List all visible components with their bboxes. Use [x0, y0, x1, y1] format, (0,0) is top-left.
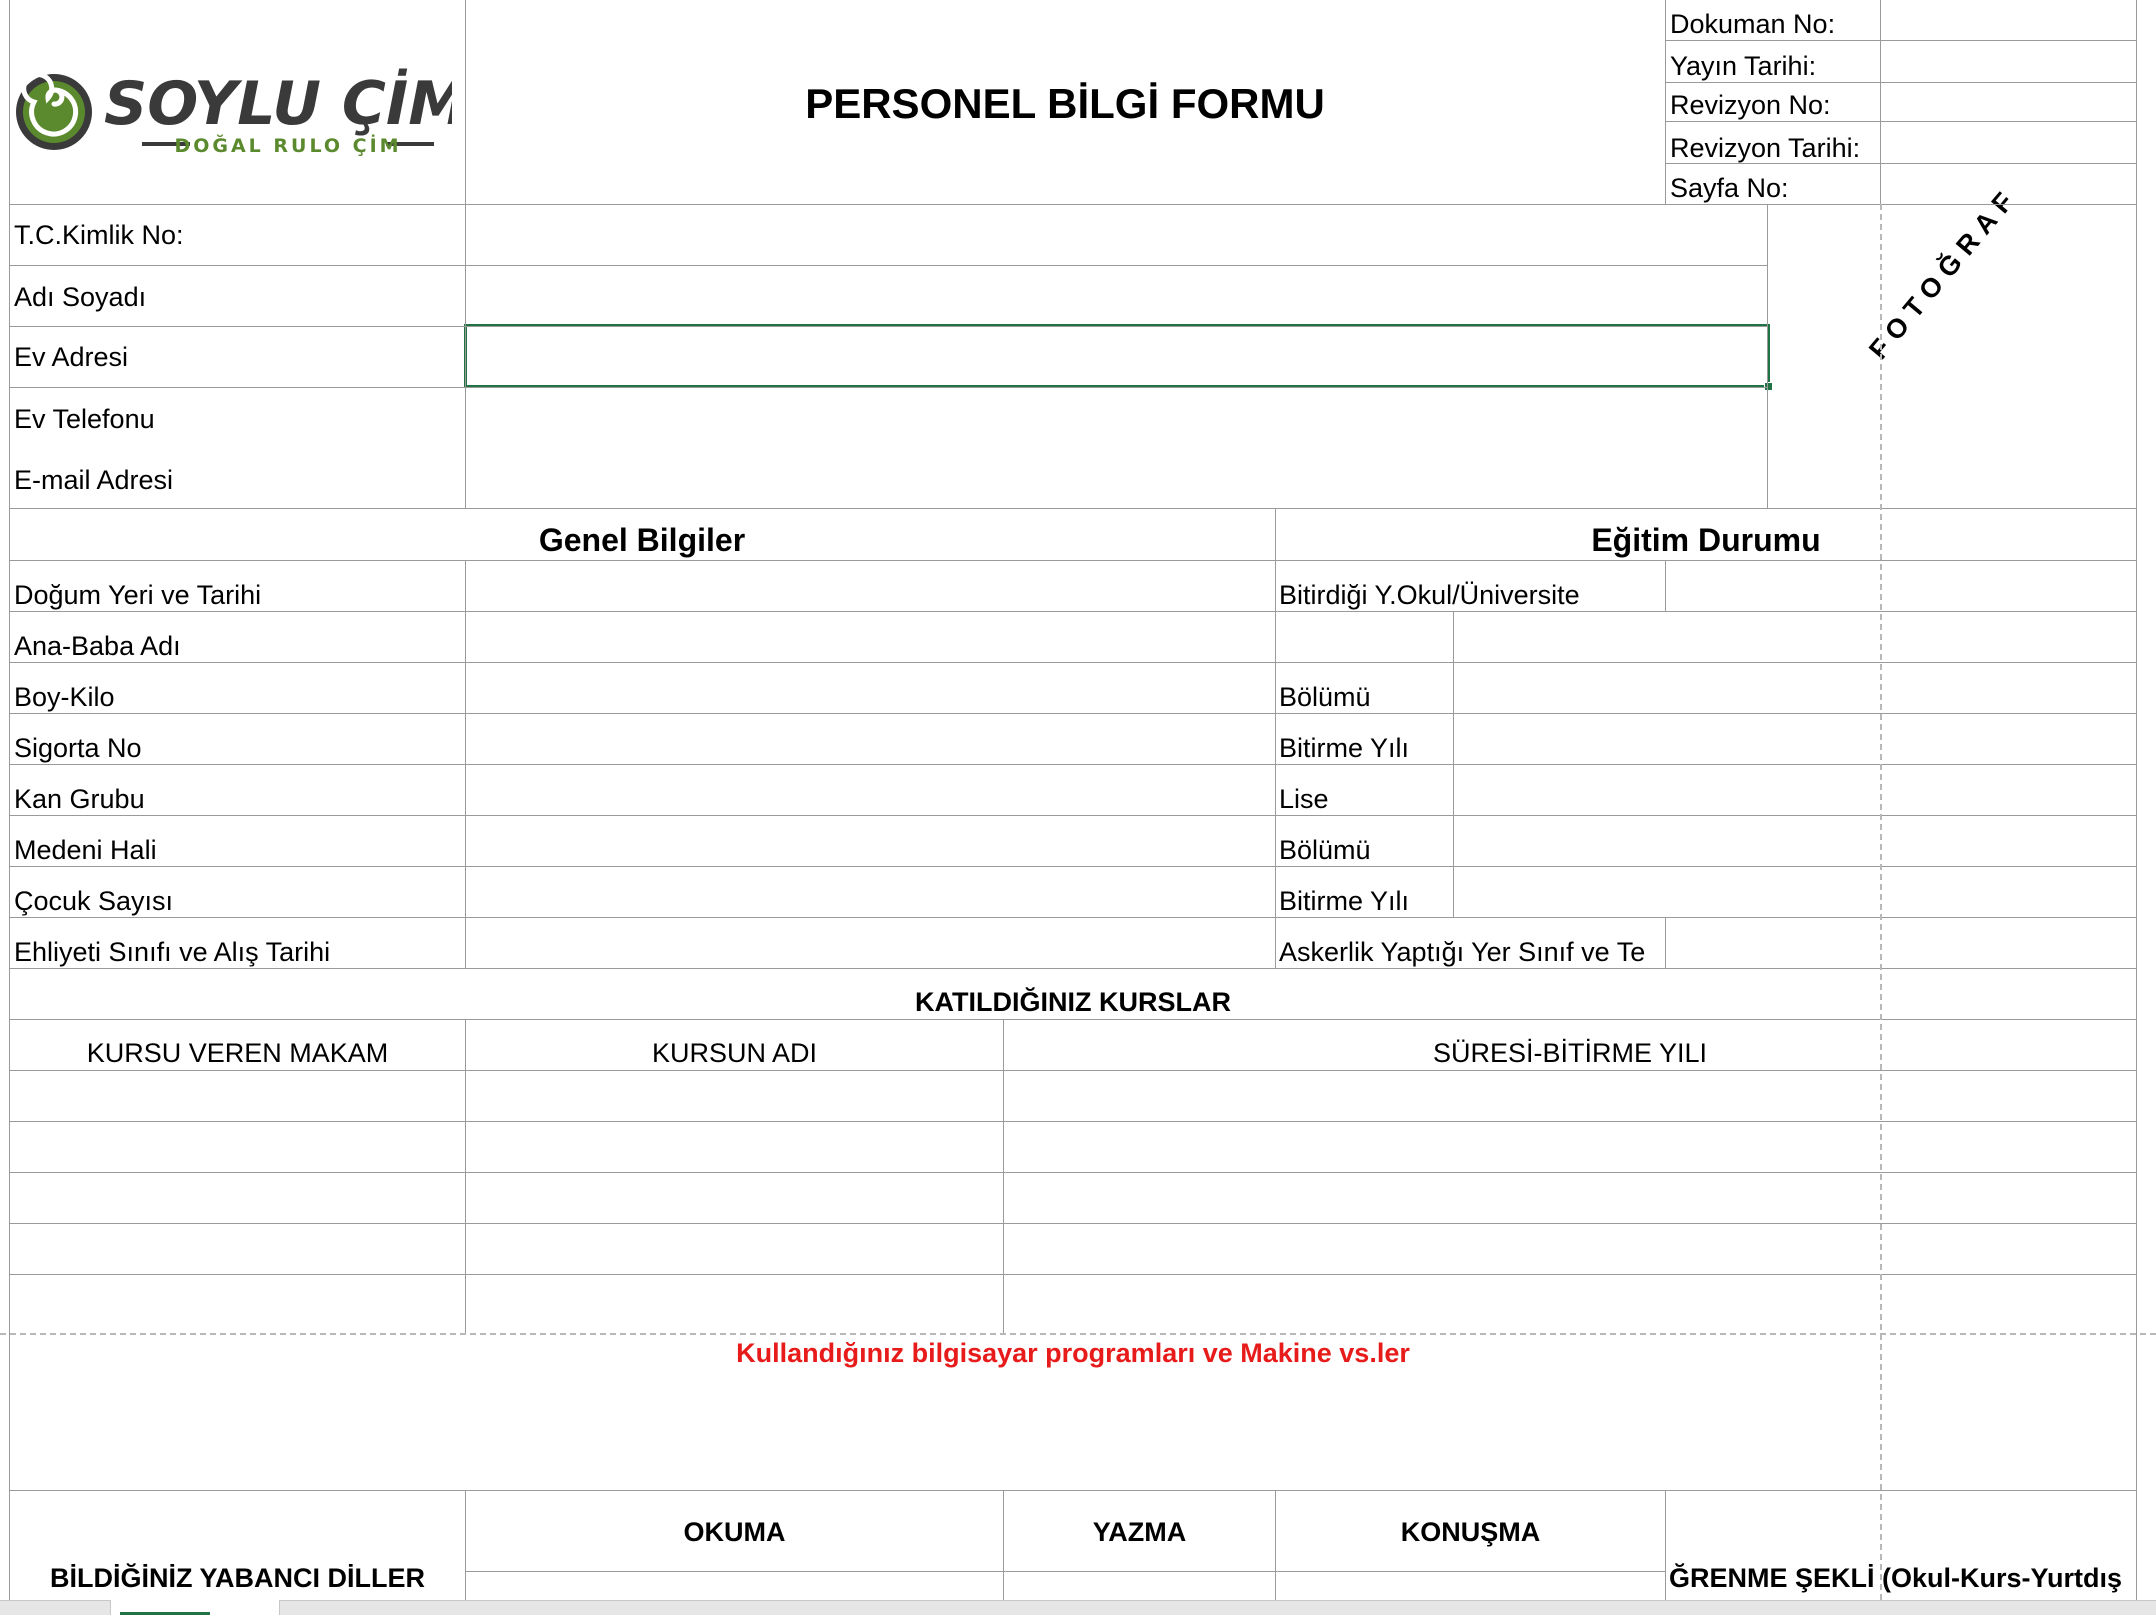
- cell-border: [1665, 82, 2136, 83]
- sheet-tab-bar: [0, 1600, 2156, 1615]
- cell-border: [9, 508, 2136, 509]
- email-label: E-mail Adresi: [14, 465, 174, 495]
- software-header: Kullandığınız bilgisayar programları ve Makine vs.ler: [736, 1338, 1410, 1368]
- doc-no-label: Dokuman No:: [1670, 9, 1836, 39]
- cell-border: [465, 204, 466, 508]
- tc-label: T.C.Kimlik No:: [14, 220, 184, 250]
- cell-border: [9, 387, 1767, 388]
- cell-border: [9, 866, 2136, 867]
- writing-header: YAZMA: [1092, 1517, 1187, 1547]
- cell-border: [9, 1223, 2136, 1224]
- page-break-line: [1880, 204, 1882, 1600]
- cell-border: [465, 0, 466, 204]
- cell-border: [9, 917, 2136, 918]
- cell-border: [1275, 1490, 1276, 1600]
- cell-border: [9, 1019, 2136, 1020]
- cell-border: [9, 611, 2136, 612]
- languages-label: BİLDİĞİNİZ YABANCI DİLLER: [49, 1563, 426, 1593]
- cell-border: [465, 1490, 466, 1600]
- cell-border: [9, 662, 2136, 663]
- cell-border: [465, 1019, 466, 1333]
- cell-border: [9, 1070, 2136, 1071]
- cell-border: [1665, 560, 1666, 611]
- uni-dept-label: Bölümü: [1279, 682, 1371, 712]
- cell-border: [9, 1274, 2136, 1275]
- cell-border: [1665, 121, 2136, 122]
- address-label: Ev Adresi: [14, 342, 129, 372]
- cell-border: [9, 968, 2136, 969]
- courses-header: KATILDIĞINIZ KURSLAR: [915, 987, 1231, 1017]
- cell-border: [9, 713, 2136, 714]
- page-break-line: [0, 1333, 2156, 1335]
- phone-label: Ev Telefonu: [14, 404, 155, 434]
- education-header: Eğitim Durumu: [1591, 522, 1821, 558]
- cell-border: [9, 326, 1767, 327]
- parents-label: Ana-Baba Adı: [14, 631, 181, 661]
- rev-date-label: Revizyon Tarihi:: [1670, 133, 1861, 163]
- cell-border: [9, 1172, 2136, 1173]
- blood-label: Kan Grubu: [14, 784, 145, 814]
- logo-graphic: [12, 52, 452, 172]
- tc-input[interactable]: [466, 206, 1766, 264]
- cell-border: [1003, 1019, 1004, 1333]
- course-authority-header: KURSU VEREN MAKAM: [86, 1038, 389, 1068]
- hs-year-label: Bitirme Yılı: [1279, 886, 1410, 916]
- cell-border: [9, 204, 2136, 205]
- general-info-header: Genel Bilgiler: [538, 522, 746, 558]
- cell-border: [1665, 917, 1666, 968]
- page-no-label: Sayfa No:: [1670, 173, 1789, 203]
- learning-method-header: ĞRENME ŞEKLİ (Okul-Kurs-Yurtdış: [1669, 1563, 2123, 1593]
- form-title: PERSONEL BİLGİ FORMU: [805, 80, 1325, 127]
- name-label: Adı Soyadı: [14, 282, 147, 312]
- company-logo: [12, 52, 452, 172]
- cell-border: [1275, 508, 1276, 968]
- license-label: Ehliyeti Sınıfı ve Alış Tarihi: [14, 937, 331, 967]
- cell-border: [9, 1490, 2136, 1491]
- pub-date-label: Yayın Tarihi:: [1670, 51, 1817, 81]
- logo-tagline: DOĞAL RULO ÇİM: [174, 135, 402, 157]
- cell-border: [1665, 40, 2136, 41]
- phone-input[interactable]: [466, 389, 1766, 447]
- cell-border: [465, 1571, 1665, 1572]
- cell-border: [9, 0, 10, 1600]
- cell-border: [1003, 1490, 1004, 1600]
- rev-no-label: Revizyon No:: [1670, 90, 1831, 120]
- uni-year-label: Bitirme Yılı: [1279, 733, 1410, 763]
- email-input[interactable]: [466, 450, 1766, 508]
- cell-border: [9, 560, 2136, 561]
- speaking-header: KONUŞMA: [1400, 1517, 1541, 1547]
- cell-border: [9, 815, 2136, 816]
- cell-border: [1665, 163, 2136, 164]
- children-label: Çocuk Sayısı: [14, 886, 174, 916]
- reading-header: OKUMA: [683, 1517, 786, 1547]
- marital-label: Medeni Hali: [14, 835, 157, 865]
- course-name-header: KURSUN ADI: [651, 1038, 818, 1068]
- cell-border: [2136, 0, 2137, 1600]
- cell-border: [1880, 0, 1881, 204]
- cell-border: [9, 764, 2136, 765]
- military-label: Askerlik Yaptığı Yer Sınıf ve Te: [1279, 937, 1646, 967]
- university-label: Bitirdiği Y.Okul/Üniversite: [1279, 580, 1580, 610]
- height-weight-label: Boy-Kilo: [14, 682, 115, 712]
- photo-placeholder: FOTOĞRAF: [1863, 180, 2025, 365]
- name-input[interactable]: [466, 267, 1766, 325]
- cell-border: [1665, 0, 1666, 204]
- cell-border: [9, 1121, 2136, 1122]
- logo-name: SOYLU ÇİM: [104, 69, 452, 139]
- birth-label: Doğum Yeri ve Tarihi: [14, 580, 262, 610]
- cell-border: [9, 265, 1767, 266]
- cell-border: [1275, 611, 1665, 612]
- cell-border: [1453, 611, 1454, 917]
- cell-border: [465, 560, 466, 968]
- course-duration-header: SÜRESİ-BİTİRME YILI: [1432, 1038, 1708, 1068]
- hs-dept-label: Bölümü: [1279, 835, 1371, 865]
- cell-border: [1665, 1490, 1666, 1600]
- address-input-selected[interactable]: [464, 324, 1770, 388]
- highschool-label: Lise: [1279, 784, 1329, 814]
- cell-border: [1767, 204, 1768, 508]
- insurance-label: Sigorta No: [14, 733, 142, 763]
